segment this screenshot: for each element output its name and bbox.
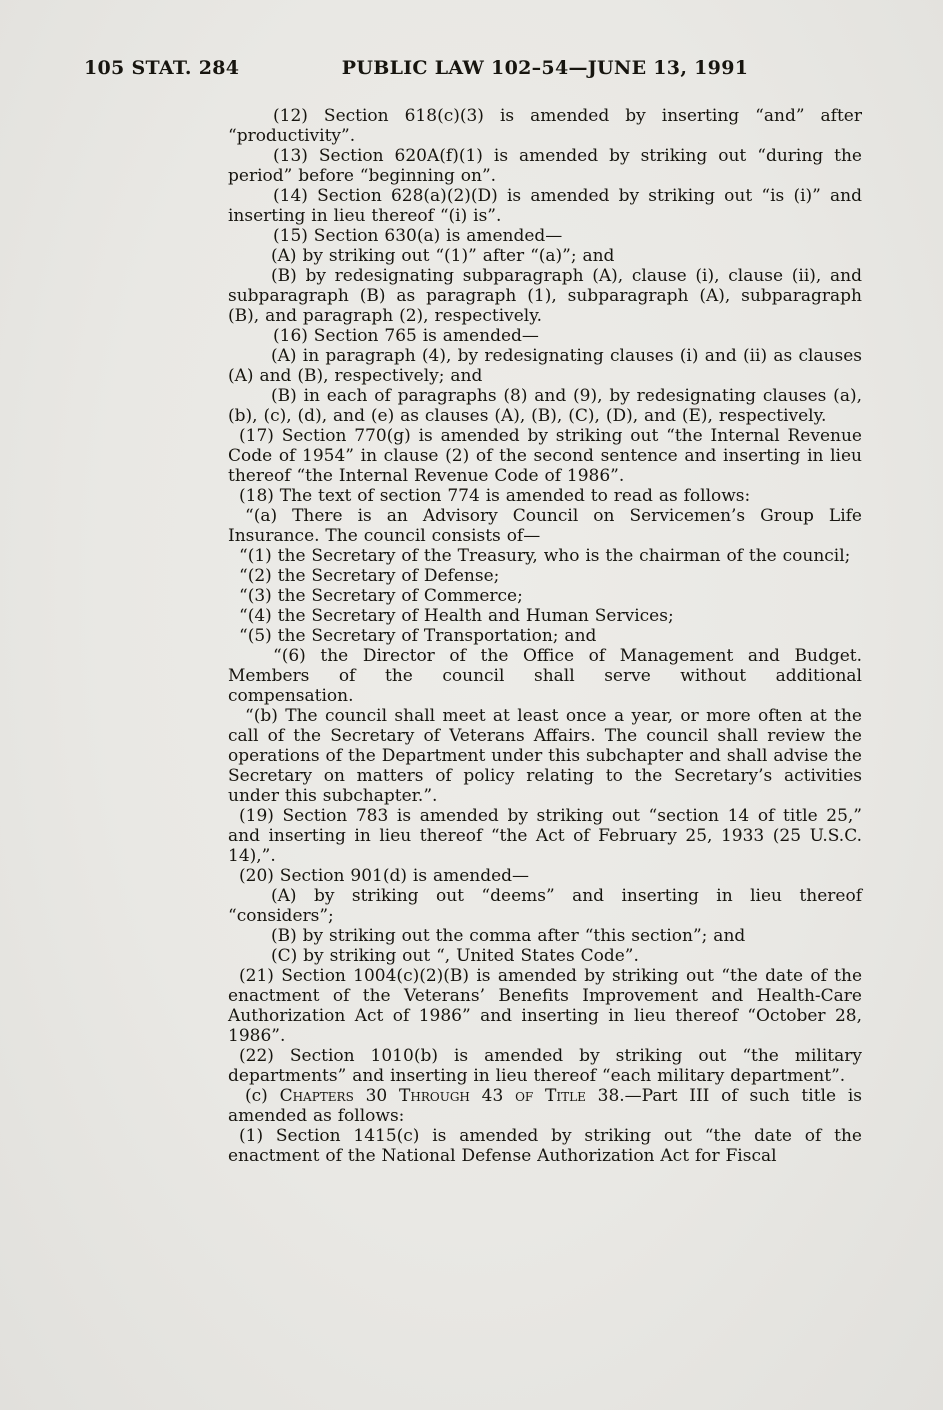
paragraph — [228, 506, 862, 546]
paragraph — [228, 1126, 862, 1166]
text-line: “(6) the Director of the Office of Management and Budget. — [273, 646, 862, 666]
statute-page-number: 105 STAT. 284 — [84, 57, 240, 79]
text-run: (12) Section 618(c)(3) is amended by inserting “and” after “productivity”. — [228, 106, 862, 146]
text-line: compensation. — [228, 686, 354, 706]
paragraph — [228, 866, 862, 886]
law-title: PUBLIC LAW 102–54—JUNE 13, 1991 — [341, 57, 749, 79]
text-run: (19) Section 783 is amended by striking out “section 14 of title 25,” and inserting in lieu thereof “the Act of February 25, 1933 (25 U.S.C. 14),”. — [228, 806, 862, 866]
text-run: (c) — [245, 1086, 280, 1106]
text-run: (A) by striking out “deems” and inserting in lieu thereof “considers”; — [228, 886, 862, 926]
text-run: (16) Section 765 is amended— — [273, 326, 539, 346]
statute-text — [228, 106, 862, 1166]
paragraph — [228, 426, 862, 486]
text-run: (13) Section 620A(f)(1) is amended by striking out “during the period” before “beginning on”. — [228, 146, 862, 186]
text-run: (A) in paragraph (4), by redesignating clauses (i) and (ii) as clauses (A) and (B), respectively; and — [228, 346, 862, 386]
text-run: (20) Section 901(d) is amended— — [239, 866, 530, 886]
paragraph — [228, 266, 862, 326]
paragraph — [228, 546, 862, 566]
paragraph — [228, 566, 862, 586]
text-run: “(1) the Secretary of the Treasury, who is the chairman of the council; — [239, 546, 851, 566]
text-run: .—Part III of such title is amended as follows: — [228, 1086, 862, 1126]
text-run: (15) Section 630(a) is amended— — [273, 226, 563, 246]
page-header — [0, 57, 943, 81]
text-run: “(3) the Secretary of Commerce; — [239, 586, 523, 606]
paragraph — [228, 646, 862, 706]
paragraph — [228, 926, 862, 946]
text-run: (A) by striking out “(1)” after “(a)”; and — [271, 246, 615, 266]
paragraph — [228, 586, 862, 606]
text-run: (21) Section 1004(c)(2)(B) is amended by striking out “the date of the enactment of the Veterans’ Benefits Improvement and Health-Care Authorization Act of 1986” and inserting in lieu thereof “October 28, 1986”. — [228, 966, 862, 1046]
text-run: (17) Section 770(g) is amended by striking out “the Internal Revenue Code of 1954” in clause (2) of the second sentence and inserting in lieu thereof “the Internal Revenue Code of 1986”. — [228, 426, 862, 486]
text-run: “(2) the Secretary of Defense; — [239, 566, 500, 586]
text-run: (B) in each of paragraphs (8) and (9), by redesignating clauses (a), (b), (c), (d), and (e) as clauses (A), (B), (C), (D), and (E), respectively. — [228, 386, 862, 426]
text-line: Members of the council shall serve without additional — [228, 666, 862, 686]
paragraph — [228, 246, 862, 266]
paragraph — [228, 226, 862, 246]
smallcaps-heading-text: Chapters 30 Through 43 of Title 38 — [279, 1086, 620, 1106]
text-run: “(5) the Secretary of Transportation; and — [239, 626, 597, 646]
paragraph — [228, 606, 862, 626]
text-run: (B) by redesignating subparagraph (A), clause (i), clause (ii), and subparagraph (B) as paragraph (1), subparagraph (A), subparagraph (B), and paragraph (2), respectively. — [228, 266, 862, 326]
paragraph — [228, 1046, 862, 1086]
paragraph — [228, 186, 862, 226]
paragraph — [228, 346, 862, 386]
paragraph — [228, 886, 862, 926]
text-run: “(a) There is an Advisory Council on Servicemen’s Group Life Insurance. The council consists of— — [228, 506, 862, 546]
paragraph — [228, 326, 862, 346]
paragraph — [228, 486, 862, 506]
paragraph — [228, 946, 862, 966]
text-run: (B) by striking out the comma after “this section”; and — [271, 926, 746, 946]
text-run: (C) by striking out “, United States Code”. — [271, 946, 639, 966]
text-run: (1) Section 1415(c) is amended by striking out “the date of the enactment of the National Defense Authorization Act for Fiscal — [228, 1126, 862, 1166]
paragraph — [228, 146, 862, 186]
text-run: “(b) The council shall meet at least once a year, or more often at the call of the Secretary of Veterans Affairs. The council shall review the operations of the Department under this subchapter and shall advise the Secretary on matters of policy relating to the Secretary’s activities under this subchapter.”. — [228, 706, 862, 806]
paragraph — [228, 966, 862, 1046]
text-run: (14) Section 628(a)(2)(D) is amended by striking out “is (i)” and inserting in lieu thereof “(i) is”. — [228, 186, 862, 226]
text-run: (18) The text of section 774 is amended to read as follows: — [239, 486, 751, 506]
text-run: “(4) the Secretary of Health and Human Services; — [239, 606, 674, 626]
paragraph — [228, 386, 862, 426]
paragraph — [228, 1086, 862, 1126]
paragraph — [228, 706, 862, 806]
text-run: (22) Section 1010(b) is amended by striking out “the military departments” and inserting in lieu thereof “each military department”. — [228, 1046, 862, 1086]
paragraph — [228, 106, 862, 146]
paragraph — [228, 806, 862, 866]
paragraph — [228, 626, 862, 646]
